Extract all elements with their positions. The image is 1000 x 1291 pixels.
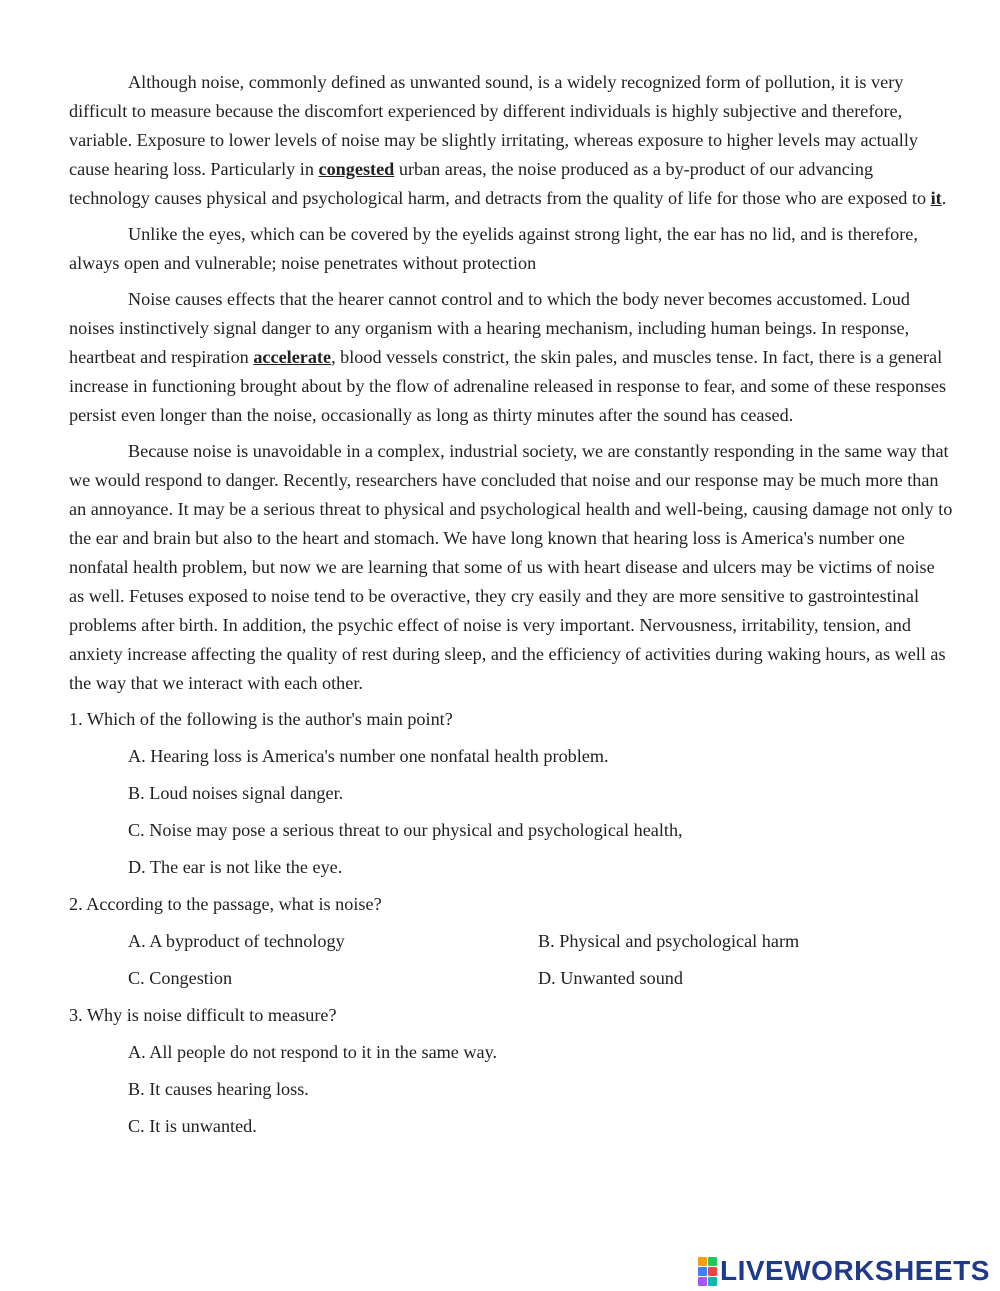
passage-paragraph-2: Unlike the eyes, which can be covered by the eyelids against strong light, the ear has no lid, and is therefore, always open and vulnerable; noise penetrates without protection — [69, 224, 918, 273]
logo-block — [698, 1257, 707, 1266]
question-1-stem: 1. Which of the following is the author's main point? — [69, 709, 453, 729]
question-1-option-d[interactable]: D. The ear is not like the eye. — [128, 857, 343, 877]
logo-block — [698, 1267, 707, 1276]
question-3-option-a[interactable]: A. All people do not respond to it in the same way. — [128, 1042, 498, 1062]
passage-paragraph-1 — [69, 68, 953, 213]
question-2-option-a[interactable]: A. A byproduct of technology — [128, 931, 345, 951]
p1-text-a: Although noise, commonly defined as unwanted sound, is a widely recognized form of pollution, it is very difficult to measure because the discomfort experienced by different individuals is highly subjective and therefore, variable. Exposure to lower levels of noise may be slightly irritating, whereas exposure to higher levels may actually cause hearing loss. Particularly in — [69, 72, 919, 179]
question-1-option-b[interactable]: B. Loud noises signal danger. — [128, 783, 344, 803]
question-2-row-2 — [128, 964, 953, 1001]
question-1-option-a[interactable]: A. Hearing loss is America's number one nonfatal health problem. — [128, 746, 609, 766]
question-3 — [69, 1001, 953, 1149]
passage-paragraph-4: Because noise is unavoidable in a complex, industrial society, we are constantly responding in the same way that we would respond to danger. Recently, researchers have concluded that noise and our response may be much more than an annoyance. It may be a serious threat to physical and psychological health and well-being, causing damage not only to the ear and brain but also to the heart and stomach. We have long known that hearing loss is America's number one nonfatal health problem, but now we are learning that some of us with heart disease and ulcers may be victims of noise as well. Fetuses exposed to noise tend to be overactive, they cry easily and they are more sensitive to gastrointestinal problems after birth. In addition, the psychic effect of noise is very important. Nervousness, irritability, tension, and anxiety increase affecting the quality of rest during sleep, and the efficiency of activities during waking hours, as well as the way that we interact with each other. — [69, 441, 953, 693]
p3-text-a: Noise causes effects that the hearer cannot control and to which the body never becomes accustomed. Loud noises instinctively signal danger to any organism with a hearing mechanism, including human beings. In response, heartbeat and respiration — [69, 289, 910, 367]
logo-text: LIVEWORKSHEETS — [720, 1255, 990, 1286]
logo-block — [708, 1277, 717, 1286]
logo-block — [698, 1277, 707, 1286]
p3-text-b: , blood vessels constrict, the skin pales, and muscles tense. In fact, there is a general increase in functioning brought about by the flow of adrenaline released in response to fear, and some of these responses persist even longer than the noise, occasionally as long as thirty minutes after the sound has ceased. — [69, 347, 947, 425]
question-3-stem: 3. Why is noise difficult to measure? — [69, 1005, 337, 1025]
question-2-option-b[interactable]: B. Physical and psychological harm — [538, 931, 800, 951]
keyword-accelerate: accelerate — [253, 347, 332, 367]
passage-paragraph-3 — [69, 285, 953, 430]
p1-text-c: . — [941, 188, 947, 208]
logo-blocks-icon — [698, 1257, 717, 1286]
logo-block — [708, 1257, 717, 1266]
question-2-stem: 2. According to the passage, what is noise? — [69, 894, 382, 914]
question-3-option-b[interactable]: B. It causes hearing loss. — [128, 1079, 309, 1099]
question-2-option-d[interactable]: D. Unwanted sound — [538, 968, 683, 988]
liveworksheets-logo — [698, 1254, 990, 1288]
logo-block — [708, 1267, 717, 1276]
keyword-congested: congested — [318, 159, 395, 179]
question-1 — [69, 705, 953, 890]
question-2-row-1 — [128, 927, 953, 964]
question-1-option-c[interactable]: C. Noise may pose a serious threat to our physical and psychological health, — [128, 820, 683, 840]
p1-text-b: urban areas, the noise produced as a by-product of our advancing technology causes physical and psychological harm, and detracts from the quality of life for those who are exposed to — [69, 159, 931, 208]
question-2-option-c[interactable]: C. Congestion — [128, 968, 233, 988]
keyword-it: it — [930, 188, 942, 208]
question-3-option-c[interactable]: C. It is unwanted. — [128, 1116, 257, 1136]
worksheet-page — [69, 68, 953, 1149]
question-2 — [69, 890, 953, 1001]
